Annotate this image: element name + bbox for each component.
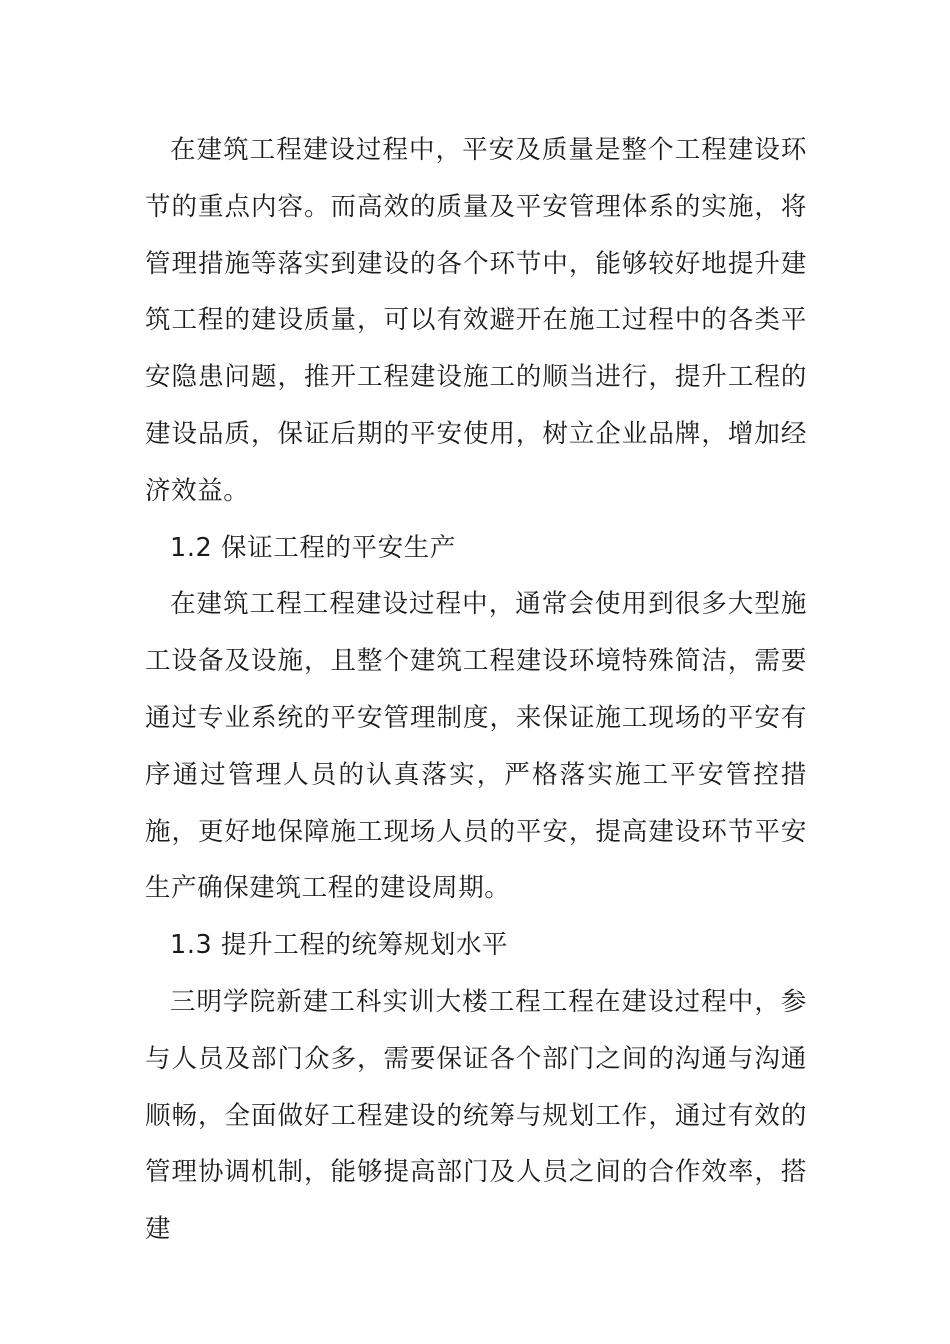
- section-heading: 1.2 保证工程的平安生产: [170, 532, 456, 563]
- body-paragraph: 在建筑工程工程建设过程中，通常会使用到很多大型施工设备及设施，且整个建筑工程建设环境特殊简洁，需要通过专业系统的平安管理制度，来保证施工现场的平安有序通过管理人员的认真落实，严格落实施工平安管控措施，更好地保障施工现场人员的平安，提高建设环节平安生产确保建筑工程的建设周期。: [145, 589, 807, 904]
- body-paragraph: 在建筑工程建设过程中，平安及质量是整个工程建设环节的重点内容。而高效的质量及平安管理体系的实施，将管理措施等落实到建设的各个环节中，能够较好地提升建筑工程的建设质量，可以有效避开在施工过程中的各类平安隐患问题，推开工程建设施工的顺当进行，提升工程的建设品质，保证后期的平安使用，树立企业品牌，增加经济效益。: [145, 135, 807, 506]
- body-paragraph: 三明学院新建工科实训大楼工程工程在建设过程中，参与人员及部门众多，需要保证各个部门之间的沟通与沟通顺畅，全面做好工程建设的统筹与规划工作，通过有效的管理协调机制，能够提高部门及人员之间的合作效率，搭建: [145, 986, 807, 1245]
- section-heading: 1.3 提升工程的统筹规划水平: [170, 930, 509, 961]
- document-page: [145, 122, 807, 1258]
